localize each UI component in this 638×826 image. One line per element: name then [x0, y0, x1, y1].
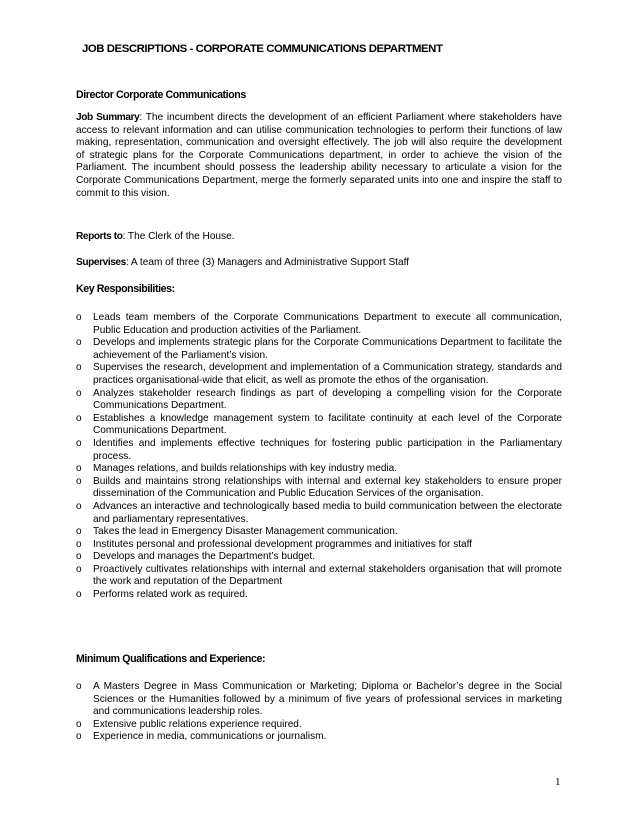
- list-item-text: Proactively cultivates relationships with internal and external stakeholders organisation that will promote the work and reputation of the Department: [93, 563, 562, 588]
- list-item-text: Establishes a knowledge management system to facilitate continuity at each level of the Corporate Communications Department.: [93, 412, 562, 437]
- list-item: [76, 476, 562, 501]
- list-item: [76, 362, 562, 387]
- reports-to-text: : The Clerk of the House.: [122, 231, 235, 242]
- min-qualifications-list: [76, 681, 562, 744]
- list-item: [76, 551, 562, 564]
- bullet-marker: o: [76, 500, 82, 512]
- key-responsibilities-list: [76, 312, 562, 602]
- list-item: [76, 539, 562, 552]
- bullet-marker: o: [76, 718, 82, 730]
- key-responsibilities-heading: Key Responsibilities:: [76, 283, 175, 295]
- bullet-marker: o: [76, 387, 82, 399]
- reports-to-label: Reports to: [76, 231, 123, 242]
- bullet-marker: o: [76, 731, 82, 743]
- bullet-marker: o: [76, 437, 82, 449]
- bullet-marker: o: [76, 362, 82, 374]
- list-item-text: Supervises the research, development and implementation of a Communication strategy, standards and practices organisational-wide that elicit, as well as promote the ethos of the organisation.: [93, 362, 562, 386]
- list-item-text: Develops and implements strategic plans for the Corporate Communications Department to facilitate the achievement of the Parliament’s vision.: [93, 337, 562, 361]
- list-item-text: Institutes personal and professional development programmes and initiatives for staff: [93, 538, 473, 550]
- reports-to: [76, 231, 235, 242]
- bullet-marker: o: [76, 526, 82, 538]
- bullet-marker: o: [76, 463, 82, 475]
- list-item: [76, 388, 562, 413]
- list-item-text: Advances an interactive and technologically based media to build communication between the electorate and parliamentary representatives.: [93, 500, 562, 525]
- bullet-marker: o: [76, 563, 82, 575]
- document-title: JOB DESCRIPTIONS - CORPORATE COMMUNICATIONS DEPARTMENT: [82, 43, 443, 55]
- list-item-text: A Masters Degree in Mass Communication or Marketing; Diploma or Bachelor’s degree in the Social Sciences or the Humanities followed by a minimum of five years of professional services in marketing and communications leadership roles.: [93, 681, 562, 718]
- list-item: [76, 463, 562, 476]
- bullet-marker: o: [76, 538, 82, 550]
- list-item: [76, 526, 562, 539]
- list-item: [76, 589, 562, 602]
- list-item-text: Takes the lead in Emergency Disaster Management communication.: [93, 526, 398, 538]
- list-item-text: Leads team members of the Corporate Communications Department to execute all communication, Public Education and production activities of the Parliament.: [93, 312, 562, 336]
- position-title: Director Corporate Communications: [76, 89, 246, 101]
- list-item-text: Performs related work as required.: [93, 589, 248, 601]
- list-item: [76, 438, 562, 463]
- supervises: [76, 257, 409, 268]
- bullet-marker: o: [76, 589, 82, 601]
- list-item: [76, 681, 562, 719]
- bullet-marker: o: [76, 337, 82, 349]
- list-item-text: Identifies and implements effective techniques for fostering public participation in the Parliamentary process.: [93, 437, 562, 462]
- list-item: [76, 731, 562, 744]
- job-summary: [76, 112, 562, 200]
- bullet-marker: o: [76, 312, 82, 323]
- list-item-text: Analyzes stakeholder research findings as part of developing a compelling vision for the Corporate Communications Department.: [93, 387, 562, 412]
- list-item-text: Builds and maintains strong relationships with internal and external key stakeholders to ensure proper dissemination of the Communication and Public Education Services of the organisation.: [93, 475, 562, 500]
- bullet-marker: o: [76, 681, 82, 692]
- bullet-marker: o: [76, 412, 82, 424]
- supervises-label: Supervises: [76, 257, 126, 268]
- bullet-marker: o: [76, 475, 82, 487]
- job-summary-text: : The incumbent directs the development of an efficient Parliament where stakeholders have access to relevant information and can utilise communication technologies to perform their functions of law making, representation, communication and oversight effectively. The job will also require the development of strategic plans for the Corporate Communications department, in order to achieve the vision of the Parliament. The incumbent should possess the leadership ability necessary to articulate a vision for the Corporate Communications Department, merge the formerly separated units into one and inspire the staff to commit to this vision.: [76, 112, 562, 199]
- list-item-text: Develops and manages the Department’s budget.: [93, 551, 316, 563]
- list-item: [76, 719, 562, 732]
- supervises-text: : A team of three (3) Managers and Administrative Support Staff: [125, 257, 410, 268]
- page-number: 1: [555, 776, 561, 788]
- min-qualifications-heading: Minimum Qualifications and Experience:: [76, 653, 266, 665]
- list-item-text: Extensive public relations experience required.: [93, 718, 302, 730]
- list-item: [76, 337, 562, 362]
- list-item-text: Experience in media, communications or journalism.: [93, 731, 327, 743]
- list-item: [76, 413, 562, 438]
- bullet-marker: o: [76, 551, 82, 563]
- list-item: [76, 564, 562, 589]
- list-item: [76, 501, 562, 526]
- list-item-text: Manages relations, and builds relationships with key industry media.: [93, 463, 398, 475]
- list-item: [76, 312, 562, 337]
- job-summary-label: Job Summary: [76, 112, 140, 123]
